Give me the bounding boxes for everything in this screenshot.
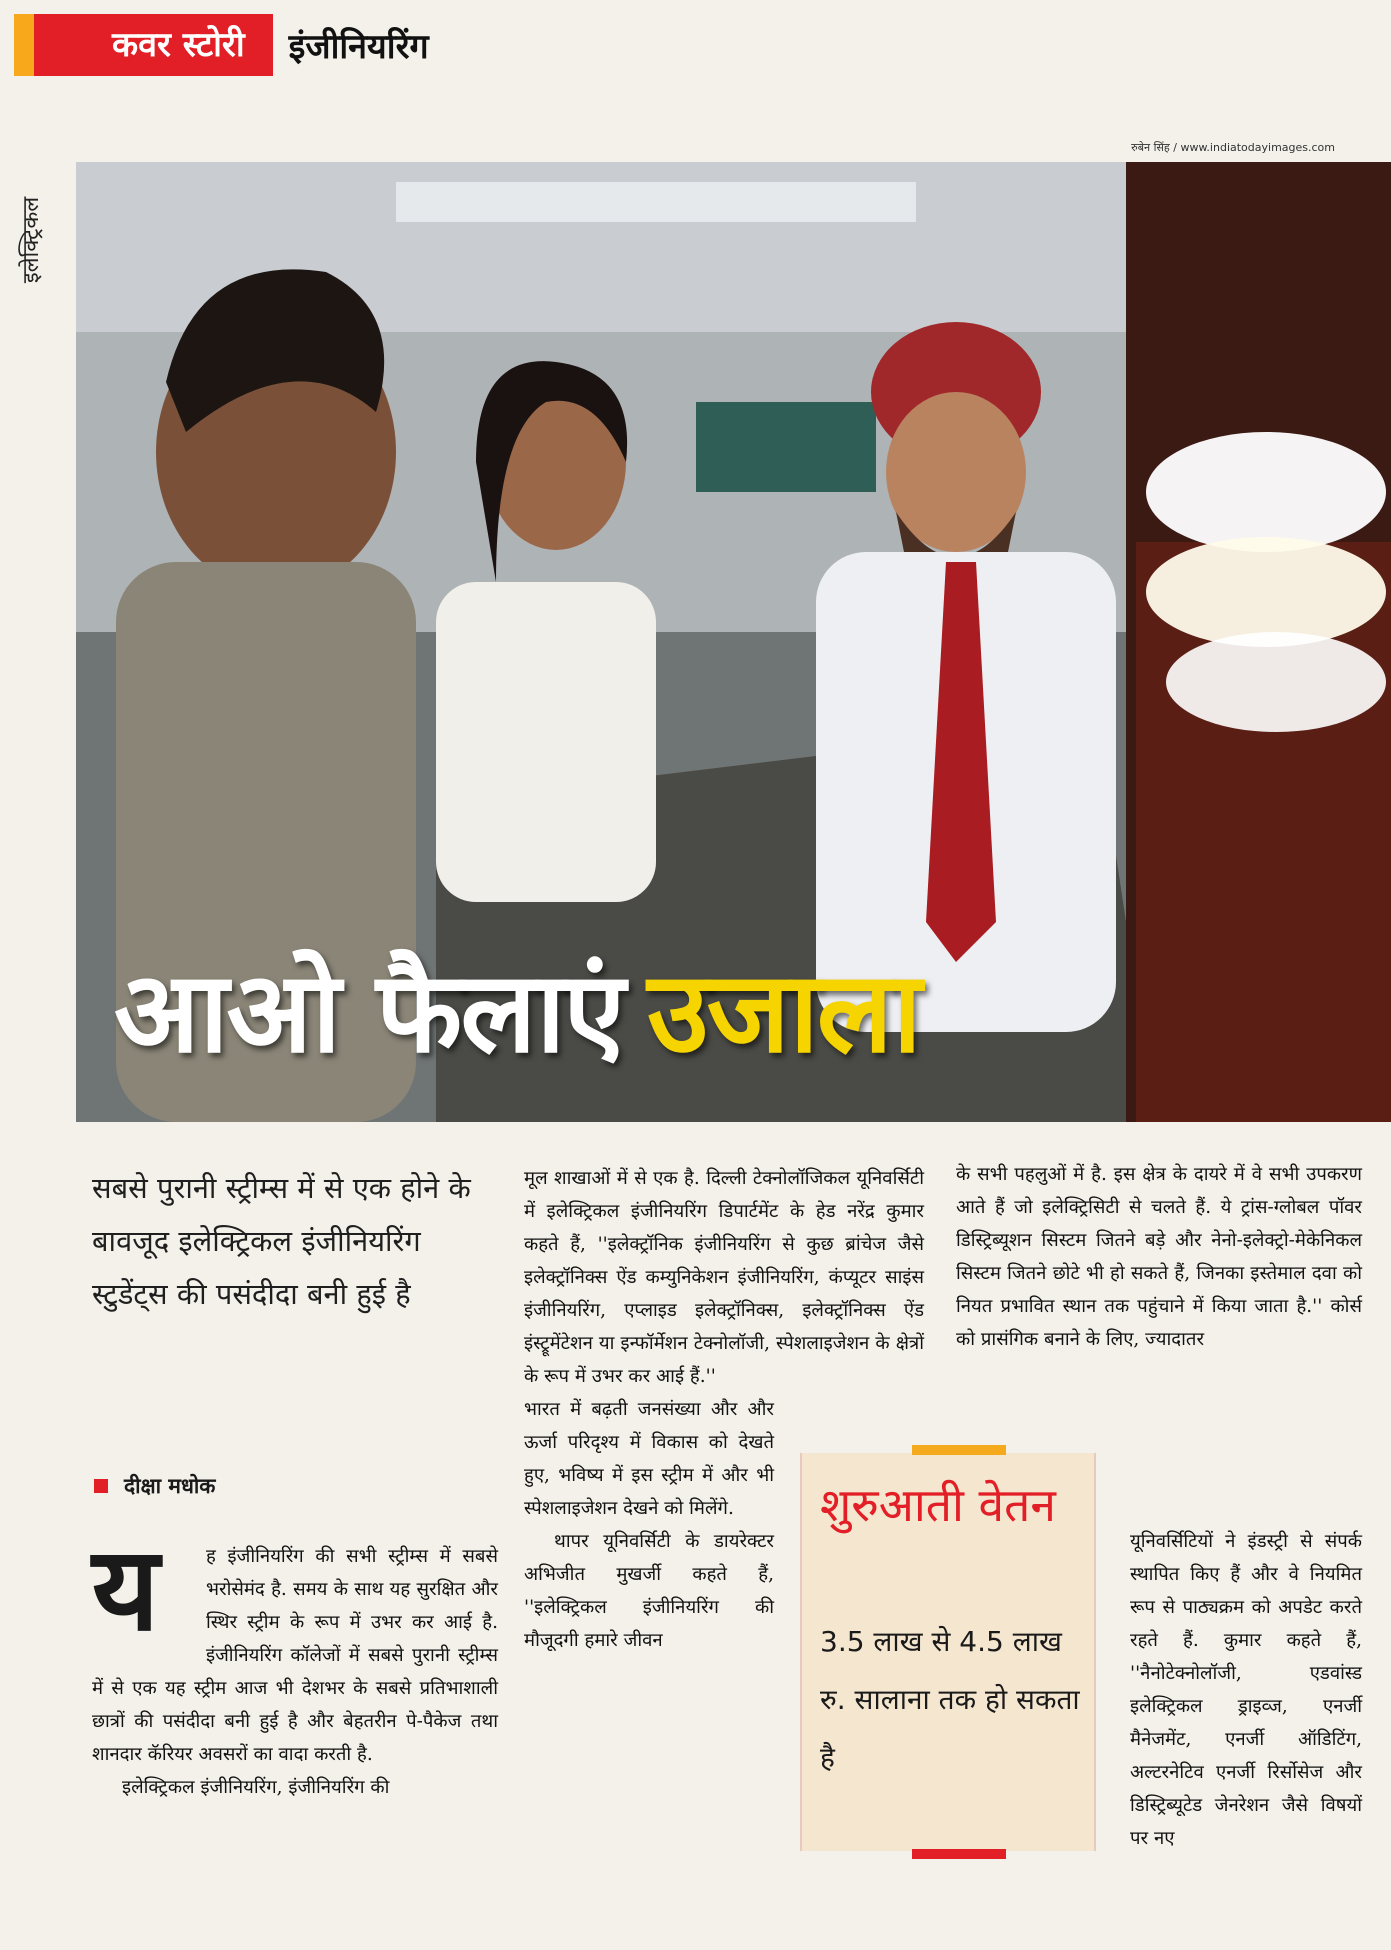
paragraph: के सभी पहलुओं में है. इस क्षेत्र के दायरे में वे सभी उपकरण आते हैं जो इलेक्ट्रिसिटी से चलते हैं. ये ट्रांस-ग्लोबल पॉवर डिस्ट्रिब्यूशन सिस्टम जितने बड़े और नेनो-इलेक्ट्रो-मेकेनिकल सिस्टम जितने छोटे भी हो सकते हैं, जिनका इस्तेमाल दवा को नियत प्रभावित स्थान तक पहुंचाने में किया जाता है.'' कोर्स को प्रासंगिक बनाने के लिए, ज्यादातर: [956, 1164, 1362, 1350]
light-bulb-icon: [1146, 537, 1386, 647]
light-bulb-icon: [1166, 632, 1386, 732]
paragraph: इलेक्ट्रिकल इंजीनियरिंग, इंजीनियरिंग की: [122, 1777, 390, 1798]
salary-box: [800, 1453, 1096, 1851]
lead-photo: [76, 162, 1391, 1122]
salary-box-top-accent: [912, 1445, 1006, 1455]
headline: [114, 948, 920, 1078]
headline-part2: उजाला: [647, 948, 920, 1078]
salary-box-bottom-accent: [912, 1849, 1006, 1859]
side-tab: [10, 160, 50, 320]
headline-part1: आओ फैलाएं: [114, 948, 624, 1078]
header-bar: [14, 14, 429, 76]
light-bulb-icon: [1146, 432, 1386, 552]
byline-bullet-icon: [94, 1479, 108, 1493]
dropcap: य: [92, 1522, 160, 1657]
body-column-3-continued: [1130, 1525, 1362, 1855]
side-tab-label: इलेक्ट्रिकल: [19, 196, 44, 284]
body-column-3: [956, 1158, 1362, 1356]
salary-title: शुरुआती वेतन: [820, 1478, 1056, 1532]
photo-credit: रुबेन सिंह / www.indiatodayimages.com: [1131, 141, 1335, 154]
paragraph: थापर यूनिवर्सिटी के डायरेक्टर अभिजीत मुखर्जी कहते हैं, ''इलेक्ट्रिकल इंजीनियरिंग की मौजूदगी हमारे जीवन: [524, 1531, 774, 1651]
deck: सबसे पुरानी स्ट्रीम्स में से एक होने के बावजूद इलेक्ट्रिकल इंजीनियरिंग स्टुडेंट्स की पसंदीदा बनी हुई है: [92, 1171, 471, 1311]
paragraph: भारत में बढ़ती जनसंख्या और और ऊर्जा परिदृश्य में विकास को देखते हुए, भविष्य में इस स्ट्रीम में और भी स्पेशलाइजेशन देखने को मिलेंगे.: [524, 1399, 774, 1519]
salary-text: 3.5 लाख से 4.5 लाख रु. सालाना तक हो सकता है: [820, 1625, 1080, 1774]
section-label: कवर स्टोरी: [14, 14, 273, 76]
paragraph: ह इंजीनियरिंग की सभी स्ट्रीम्स में सबसे भरोसेमंद है. समय के साथ यह सुरक्षित और स्थिर स्ट्रीम के रूप में उभर कर आई है. इंजीनियरिंग कॉलेजों में सबसे पुरानी स्ट्रीम्स में से एक यह स्ट्रीम आज भी देशभर के सबसे प्रतिभाशाली छात्रों की पसंदीदा बनी हुई है और बेहतरीन पे-पैकेज तथा शानदार कॅरियर अवसरों का वादा करती है.: [92, 1546, 498, 1765]
byline: [94, 1472, 215, 1500]
topic-label: इंजीनियरिंग: [288, 27, 429, 67]
body-column-1: [92, 1522, 498, 1804]
chalkboard: [696, 402, 876, 492]
paragraph: यूनिवर्सिटियों ने इंडस्ट्री से संपर्क स्थापित किए हैं और वे नियमित रूप से पाठ्यक्रम को अपडेट करते रहते हैं. कुमार कहते हैं, ''नैनोटेक्नोलॉजी, एडवांस्ड इलेक्ट्रिकल ड्राइव्ज, एनर्जी मैनेजमेंट, एनर्जी ऑडिटिंग, अल्टरनेटिव एनर्जी रिर्सोसेज और डिस्ट्रिब्यूटेड जेनरेशन जैसे विषयों पर नए: [1130, 1531, 1362, 1849]
byline-author: दीक्षा मधोक: [124, 1474, 216, 1498]
paragraph: मूल शाखाओं में से एक है. दिल्ली टेक्नोलॉजिकल यूनिवर्सिटी में इलेक्ट्रिकल इंजीनियरिंग डिपार्टमेंट के हेड नरेंद्र कुमार कहते हैं, ''इलेक्ट्रॉनिक इंजीनियरिंग से कुछ ब्रांचेज जैसे इलेक्ट्रॉनिक्स ऐंड कम्युनिकेशन इंजीनियरिंग, कंप्यूटर साइंस इंजीनियरिंग, एप्लाइड इलेक्ट्रॉनिक्स, इलेक्ट्रॉनिक्स ऐंड इंस्ट्रूमेंटेशन या इन्फॉर्मेशन टेक्नोलॉजी, स्पेशलाइजेशन के क्षेत्रों के रूप में उभर कर आई हैं.'': [524, 1168, 924, 1387]
